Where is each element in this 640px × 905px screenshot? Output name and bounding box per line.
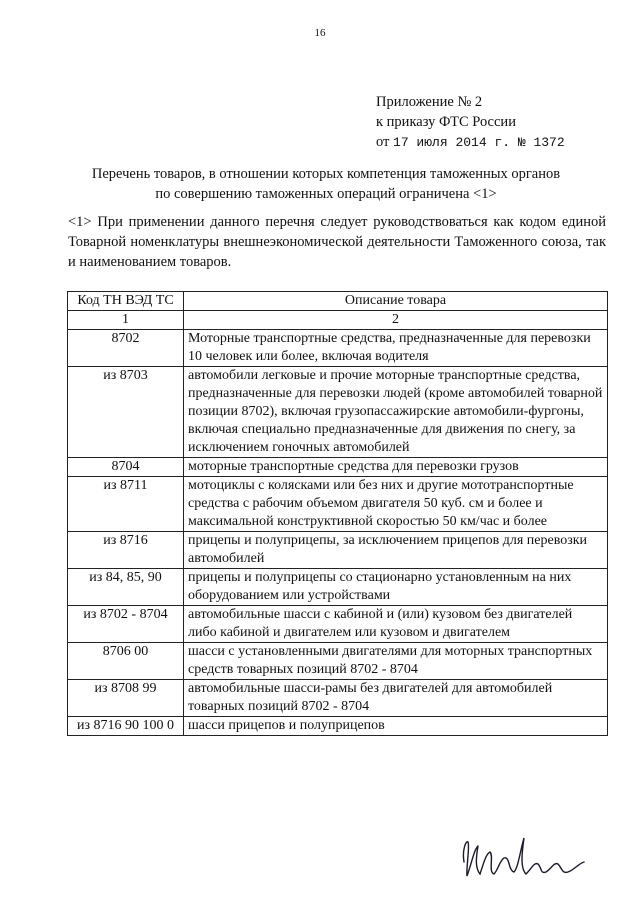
- title-line-2: по совершению таможенных операций ограничена <1>: [155, 186, 497, 202]
- table-row: [68, 330, 608, 367]
- table-row: [68, 606, 608, 643]
- row-code: 8702: [68, 330, 184, 367]
- header-description: Описание товара: [184, 292, 608, 311]
- row-description: прицепы и полуприцепы, за исключением прицепов для перевозки автомобилей: [184, 532, 608, 569]
- header-code: Код ТН ВЭД ТС: [68, 292, 184, 311]
- table-row: [68, 643, 608, 680]
- table-row: [68, 477, 608, 532]
- column-number-2: 2: [184, 311, 608, 330]
- appendix-header: [376, 92, 565, 153]
- row-description: мотоциклы с колясками или без них и другие мототранспортные средства с рабочим объемом двигателя 50 куб. см и более и максимальной конструктивной скоростью 50 км/час и более: [184, 477, 608, 532]
- appendix-line-2: к приказу ФТС России: [376, 114, 516, 130]
- goods-table: [67, 291, 608, 736]
- footnote-text: <1> При применении данного перечня следует руководствоваться как кодом единой Товарной номенклатуры внешнеэкономической деятельности Таможенного союза, так и наименованием товаров.: [68, 214, 606, 270]
- row-description: автомобили легковые и прочие моторные транспортные средства, предназначенные для перевозки людей (кроме автомобилей товарной позиции 8702), включая грузопассажирские автомобили-фургоны, включая специально предназначенные для движения по снегу, за исключением гоночных автомобилей: [184, 367, 608, 458]
- table-row: [68, 458, 608, 477]
- row-code: из 8716: [68, 532, 184, 569]
- row-code: из 8716 90 100 0: [68, 717, 184, 736]
- column-number-1: 1: [68, 311, 184, 330]
- row-description: моторные транспортные средства для перевозки грузов: [184, 458, 608, 477]
- row-description: шасси с установленными двигателями для моторных транспортных средств товарных позиций 8702 - 8704: [184, 643, 608, 680]
- appendix-line-1: Приложение № 2: [376, 94, 483, 110]
- row-code: из 8711: [68, 477, 184, 532]
- table-row: [68, 680, 608, 717]
- row-description: прицепы и полуприцепы со стационарно установленным на них оборудованием или устройствами: [184, 569, 608, 606]
- document-title: [64, 164, 588, 204]
- row-code: из 8702 - 8704: [68, 606, 184, 643]
- table-row: [68, 532, 608, 569]
- row-code: 8704: [68, 458, 184, 477]
- column-number-row: [68, 311, 608, 330]
- appendix-line-3: [376, 132, 565, 153]
- row-description: Моторные транспортные средства, предназначенные для перевозки 10 человек или более, включая водителя: [184, 330, 608, 367]
- row-description: автомобильные шасси с кабиной и (или) кузовом без двигателей либо кабиной и двигателем или кузовом и двигателем: [184, 606, 608, 643]
- title-line-1: Перечень товаров, в отношении которых компетенция таможенных органов: [91, 166, 561, 182]
- table-row: [68, 569, 608, 606]
- row-code: из 8703: [68, 367, 184, 458]
- row-code: 8706 00: [68, 643, 184, 680]
- row-description: шасси прицепов и полуприцепов: [184, 717, 608, 736]
- handwritten-signature: [458, 832, 588, 886]
- table-row: [68, 717, 608, 736]
- footnote-paragraph: [68, 212, 606, 272]
- appendix-date-prefix: от: [376, 134, 390, 150]
- table-header-row: [68, 292, 608, 311]
- row-description: автомобильные шасси-рамы без двигателей для автомобилей товарных позиций 8702 - 8704: [184, 680, 608, 717]
- table-row: [68, 367, 608, 458]
- appendix-date-number: 17 июля 2014 г. № 1372: [393, 135, 565, 150]
- row-code: из 8708 99: [68, 680, 184, 717]
- row-code: из 84, 85, 90: [68, 569, 184, 606]
- page-number: 16: [314, 27, 326, 39]
